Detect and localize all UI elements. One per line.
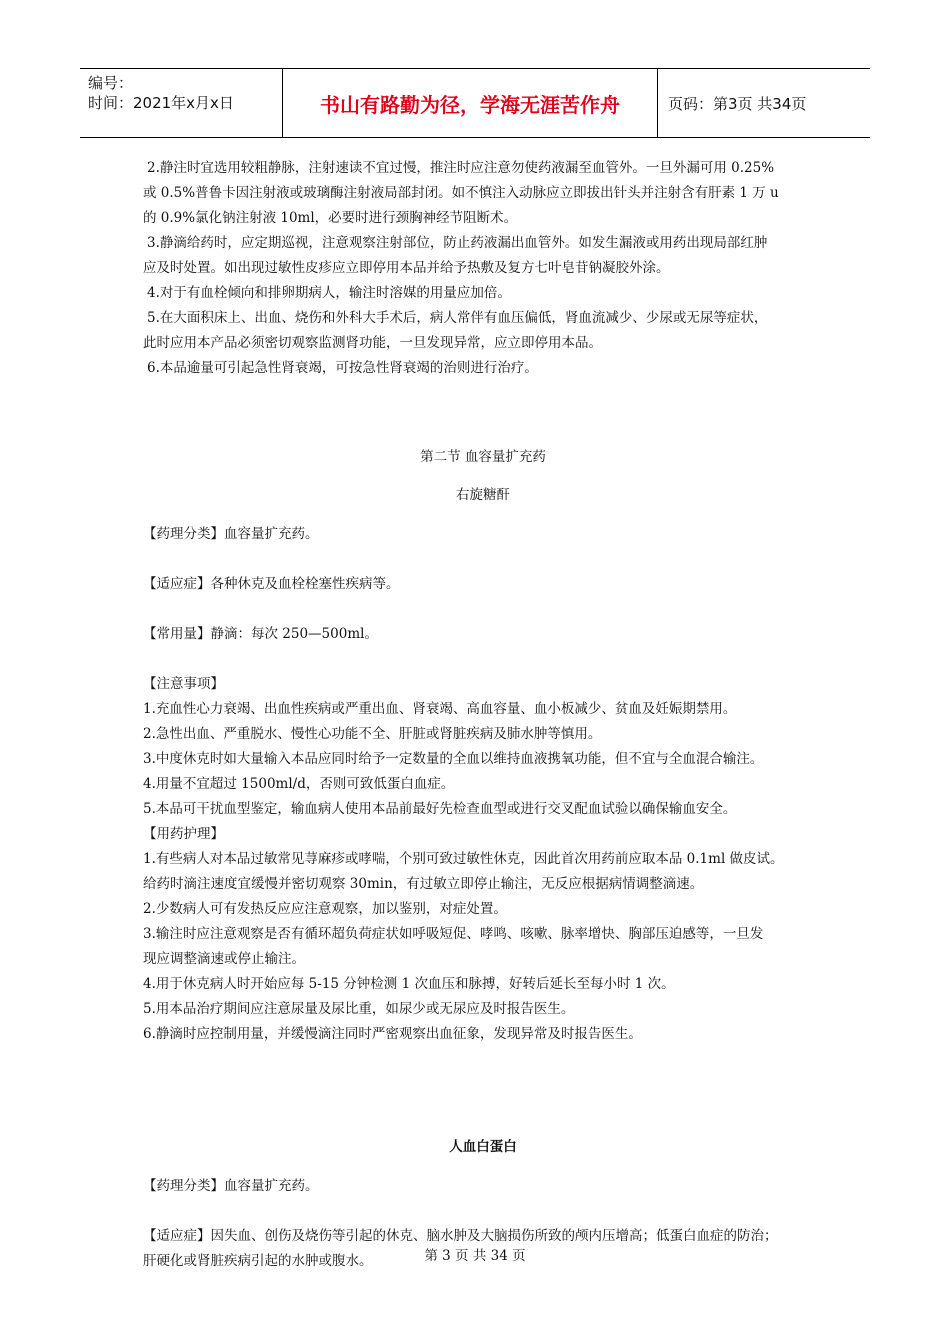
text-line: 此时应用本产品必须密切观察监测肾功能，一旦发现异常，应立即停用本品。 — [143, 335, 602, 351]
text-line: 6.本品逾量可引起急性肾衰竭，可按急性肾衰竭的治则进行治疗。 — [147, 360, 538, 376]
indication: 【适应症】各种休克及血栓栓塞性疾病等。 — [143, 575, 400, 592]
text-line: 5.在大面积床上、出血、烧伤和外科大手术后，病人常伴有血压偏低，肾血流减少、少尿或无尿等症状， — [147, 310, 768, 326]
page-header — [80, 68, 870, 138]
section-dextran — [143, 445, 823, 1047]
caution-item: 4.用量不宜超过 1500ml/d，否则可致低蛋白血症。 — [143, 775, 455, 792]
text-line: 3.静滴给药时，应定期巡视，注意观察注射部位，防止药液漏出血管外。如发生漏液或用药出现局部红肿 — [147, 235, 768, 251]
text-line: 4.对于有血栓倾向和排卵期病人，输注时溶媒的用量应加倍。 — [147, 285, 511, 301]
nursing-item: 4.用于休克病人时开始应每 5-15 分钟检测 1 次血压和脉搏，好转后延长至每小时 1 次。 — [143, 975, 675, 992]
nursing-item: 2.少数病人可有发热反应应注意观察，加以鉴别，对症处置。 — [143, 900, 507, 917]
document-number-label: 编号： — [88, 74, 134, 92]
caution-item: 2.急性出血、严重脱水、慢性心功能不全、肝脏或肾脏疾病及肺水肿等慎用。 — [143, 725, 602, 742]
caution-item: 5.本品可干扰血型鉴定，输血病人使用本品前最好先检查血型或进行交叉配血试验以确保输血安全。 — [143, 800, 737, 817]
header-motto: 书山有路勤为径，学海无涯苦作舟 — [282, 69, 658, 137]
nursing-item: 6.静滴时应控制用量，并缓慢滴注同时严密观察出血征象，发现异常及时报告医生。 — [143, 1025, 642, 1042]
text-line: 2.静注时宜选用较粗静脉，注射速读不宜过慢，推注时应注意勿使药液漏至血管外。一旦外漏可用 0.25% — [147, 160, 775, 176]
text-line: 或 0.5%普鲁卡因注射液或玻璃酶注射液局部封闭。如不慎注入动脉应立即拔出针头并注射含有肝素 1 万 u — [143, 185, 779, 201]
pharm-class: 【药理分类】血容量扩充药。 — [143, 1177, 319, 1194]
document-body — [143, 156, 823, 1274]
text-line: 应及时处置。如出现过敏性皮疹应立即停用本品并给予热敷及复方七叶皂苷钠凝胶外涂。 — [143, 260, 670, 276]
header-meta — [80, 69, 282, 137]
pharm-class: 【药理分类】血容量扩充药。 — [143, 525, 319, 542]
indication: 【适应症】因失血、创伤及烧伤等引起的休克、脑水肿及大脑损伤所致的颅内压增高；低蛋白血症的防治； — [143, 1227, 778, 1244]
section-title: 第二节 血容量扩充药 — [420, 448, 546, 465]
text-line: 的 0.9%氯化钠注射液 10ml，必要时进行颈胸神经节阻断术。 — [143, 210, 518, 226]
nursing-item: 给药时滴注速度宜缓慢并密切观察 30min，有过敏立即停止输注，无反应根据病情调整滴速。 — [143, 875, 704, 892]
page-footer: 第 3 页 共 34 页 — [424, 1248, 526, 1264]
nursing-item: 5.用本品治疗期间应注意尿量及尿比重，如尿少或无尿应及时报告医生。 — [143, 1000, 575, 1017]
nursing-item: 1.有些病人对本品过敏常见荨麻疹或哮喘，个别可致过敏性休克，因此首次用药前应取本品 0.1ml 做皮试。 — [143, 850, 784, 867]
drug-name: 人血白蛋白 — [449, 1139, 517, 1155]
document-date: 时间：2021年x月x日 — [88, 94, 234, 112]
nursing-item: 3.输注时应注意观察是否有循环超负荷症状如呼吸短促、哮鸣、咳嗽、脉率增快、胸部压迫感等，一旦发 — [143, 925, 764, 942]
indication: 肝硬化或肾脏疾病引起的水肿或腹水。 — [143, 1252, 373, 1269]
drug-name: 右旋糖酐 — [456, 487, 510, 503]
cautions-heading: 【注意事项】 — [143, 675, 224, 692]
section-notes-continued — [143, 156, 823, 381]
header-page-info: 页码：第3页 共34页 — [668, 94, 807, 113]
nursing-heading: 【用药护理】 — [143, 825, 224, 842]
caution-item: 3.中度休克时如大量输入本品应同时给予一定数量的全血以维持血液携氧功能，但不宜与全血混合输注。 — [143, 750, 764, 767]
nursing-item: 现应调整滴速或停止输注。 — [143, 950, 305, 967]
caution-item: 1.充血性心力衰竭、出血性疾病或严重出血、肾衰竭、高血容量、血小板减少、贫血及妊娠期禁用。 — [143, 700, 737, 717]
dosage: 【常用量】静滴：每次 250—500ml。 — [143, 625, 378, 642]
